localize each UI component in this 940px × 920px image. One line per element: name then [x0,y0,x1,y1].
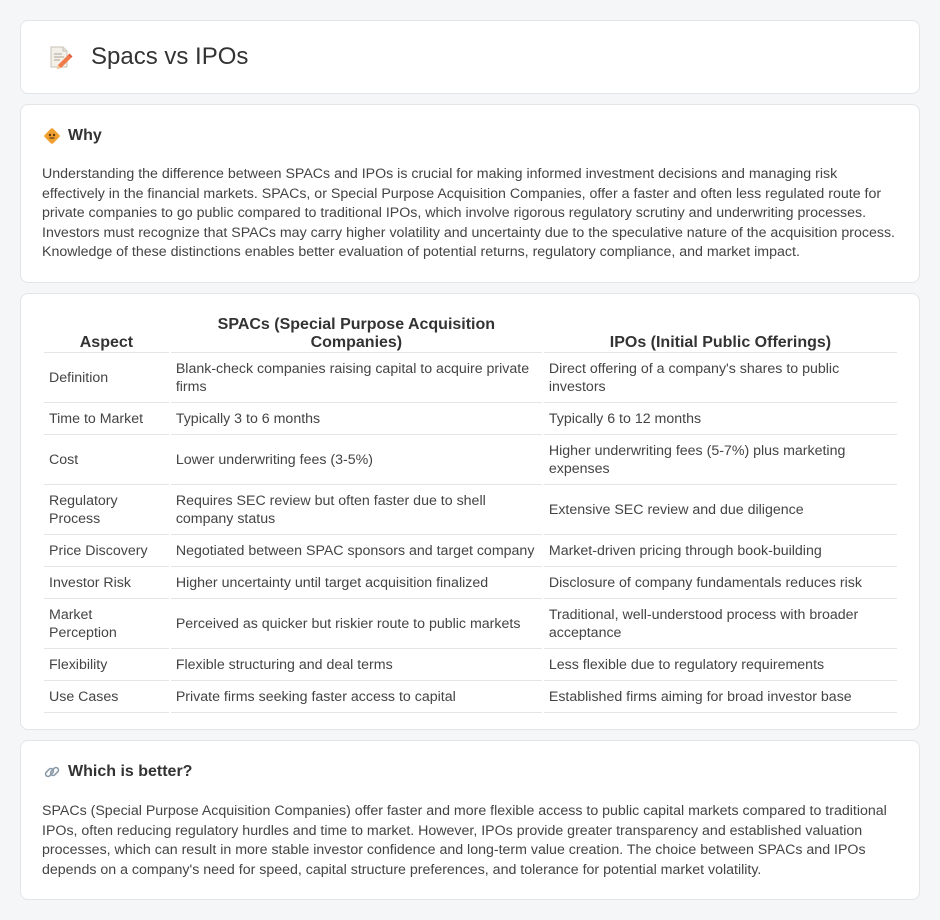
spacs-cell: Lower underwriting fees (3-5%) [171,435,542,485]
spacs-cell: Flexible structuring and deal terms [171,649,542,681]
table-row [44,435,897,485]
aspect-cell: Market Perception [44,599,169,649]
spacs-cell: Typically 3 to 6 months [171,403,542,435]
ipos-cell: Less flexible due to regulatory requirements [544,649,897,681]
ipos-cell: Direct offering of a company's shares to public investors [544,353,897,403]
header-ipos: IPOs (Initial Public Offerings) [544,316,897,353]
table-row [44,403,897,435]
why-heading [43,127,102,145]
spacs-cell: Private firms seeking faster access to capital [171,681,542,713]
title-card [20,20,920,94]
aspect-cell: Cost [44,435,169,485]
aspect-cell: Price Discovery [44,535,169,567]
better-heading [43,763,192,781]
ipos-cell: Higher underwriting fees (5-7%) plus marketing expenses [544,435,897,485]
why-text: Understanding the difference between SPACs and IPOs is crucial for making informed investment decisions and managing risk effectively in the financial markets. SPACs, or Special Purpose Acquisition Companies, offer a faster and often less regulated route for private companies to go public compared to traditional IPOs, which involve rigorous regulatory scrutiny and underwriting processes. Investors must recognize that SPACs may carry higher volatility and uncertainty due to the speculative nature of the acquisition process. Knowledge of these distinctions enables better evaluation of potential returns, regulatory compliance, and market impact. [42,166,895,261]
aspect-cell: Investor Risk [44,567,169,599]
ipos-cell: Extensive SEC review and due diligence [544,485,897,535]
table-header-row [44,316,897,353]
diamond-sign-icon [43,127,61,145]
link-icon [43,763,61,781]
title-row [21,21,919,93]
page-title: Spacs vs IPOs [91,43,249,70]
document-pencil-icon [47,44,73,70]
spacs-cell: Higher uncertainty until target acquisition finalized [171,567,542,599]
table-row [44,599,897,649]
ipos-cell: Disclosure of company fundamentals reduces risk [544,567,897,599]
aspect-cell: Flexibility [44,649,169,681]
aspect-cell: Regulatory Process [44,485,169,535]
ipos-cell: Typically 6 to 12 months [544,403,897,435]
aspect-cell: Time to Market [44,403,169,435]
header-aspect: Aspect [44,316,169,353]
comparison-table [42,316,899,713]
ipos-cell: Market-driven pricing through book-building [544,535,897,567]
spacs-cell: Perceived as quicker but riskier route to public markets [171,599,542,649]
spacs-cell: Blank-check companies raising capital to acquire private firms [171,353,542,403]
table-row [44,535,897,567]
aspect-cell: Definition [44,353,169,403]
aspect-cell: Use Cases [44,681,169,713]
spacs-cell: Negotiated between SPAC sponsors and target company [171,535,542,567]
better-title: Which is better? [68,763,193,780]
header-spacs: SPACs (Special Purpose Acquisition Companies) [171,316,542,353]
table-row [44,485,897,535]
table-row [44,353,897,403]
ipos-cell: Established firms aiming for broad investor base [544,681,897,713]
table-row [44,681,897,713]
why-title: Why [68,127,102,144]
better-text: SPACs (Special Purpose Acquisition Companies) offer faster and more flexible access to public capital markets compared to traditional IPOs, often reducing regulatory hurdles and time to market. However, IPOs provide greater transparency and established valuation processes, which can result in more stable investor confidence and long-term value creation. The choice between SPACs and IPOs depends on a company's need for speed, capital structure preferences, and tolerance for potential market volatility. [42,803,887,878]
spacs-cell: Requires SEC review but often faster due to shell company status [171,485,542,535]
ipos-cell: Traditional, well-understood process with broader acceptance [544,599,897,649]
table-row [44,649,897,681]
why-card [20,104,920,283]
comparison-table-card [20,293,920,730]
which-is-better-card [20,740,920,900]
table-row [44,567,897,599]
